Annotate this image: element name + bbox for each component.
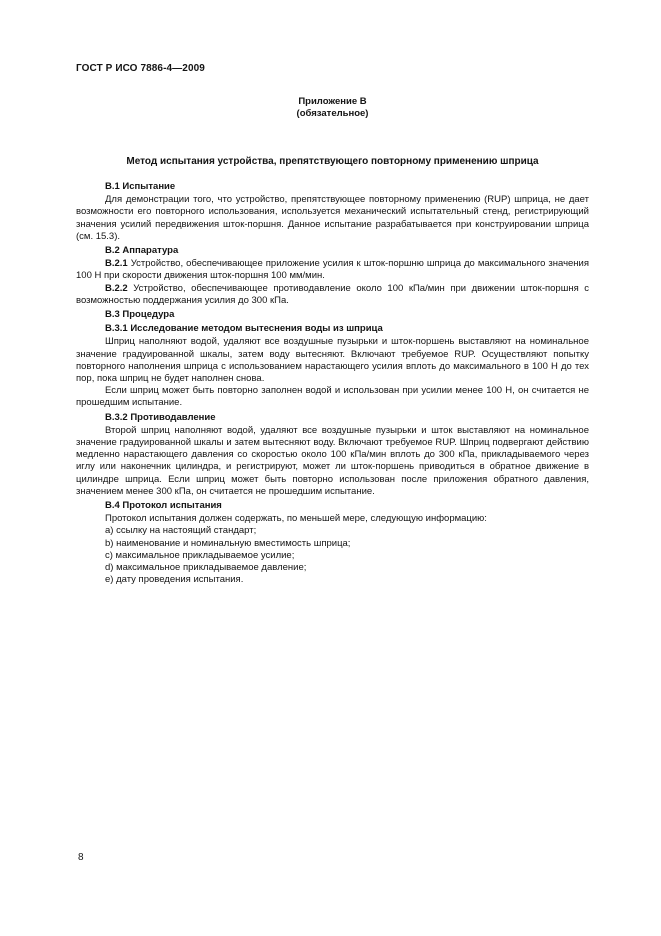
list-item-d: d) максимальное прикладываемое давление; xyxy=(105,562,307,574)
clause-text-b2-2: Устройство, обеспечивающее противодавление около 100 кПа/мин при движении шток-поршня с возможностью поддержания усилия до 300 кПа. xyxy=(76,282,590,306)
clause-number-b2-1: В.2.1 xyxy=(105,258,128,270)
section-heading-b3-2: В.3.2 Противодавление xyxy=(105,411,216,423)
section-heading-b4: В.4 Протокол испытания xyxy=(105,500,222,512)
paragraph-b31-1: Шприц наполняют водой, удаляют все воздушные пузырьки и шток-поршень выставляют на номинальное значение градуированной шкалы, затем воду вытесняют. Включают требуемое RUP. Осуществляют попытку повторного наполнения шприца с использованием нарастающего усилия вплоть до максимального в 100 Н до тех пор, пока шприц не будет наполнен снова. xyxy=(76,336,589,385)
clause-number-b2-2: В.2.2 xyxy=(105,282,128,294)
paragraph-b31-2: Если шприц может быть повторно заполнен водой и использован при усилии менее 100 Н, он считается не прошедшим испытание. xyxy=(76,385,589,409)
clause-b2-2 xyxy=(76,283,589,307)
page-number: 8 xyxy=(78,852,84,863)
doc-number: ГОСТ Р ИСО 7886-4—2009 xyxy=(76,63,205,74)
report-items-list xyxy=(76,525,589,586)
document-title: Метод испытания устройства, препятствующего повторному применению шприца xyxy=(126,156,539,167)
section-heading-b2: В.2 Аппаратура xyxy=(105,245,179,257)
list-item-c: c) максимальное прикладываемое усилие; xyxy=(105,549,295,561)
paragraph-b4-intro: Протокол испытания должен содержать, по меньшей мере, следующую информацию: xyxy=(105,513,487,525)
paragraph-b1-1: Для демонстрации того, что устройство, препятствующее повторному применению (RUP) шприца, не дает возможности его повторного использования, используется механический испытательный стенд, регистрирующий значения усилий передвижения шток-поршня. Данное испытание разрабатывается при конструировании шприца (см. 15.3). xyxy=(76,194,589,242)
paragraph-b32-1: Второй шприц наполняют водой, удаляют все воздушные пузырьки и шток выставляют на номинальное значение градуированной шкалы и затем вытесняют воду. Включают требуемое RUP. Шприц подвергают действию медленно нарастающего давления со скоростью около 100 кПа/мин вплоть до 300 кПа, прикладываемого через иглу или наконечник цилиндра, и регистрируют, может ли шток-поршень приводиться в обратное движение в цилиндре шприца. Если шприц может быть повторно использован после приложения обратного давления, значением менее 300 кПа, он считается не прошедшим испытание. xyxy=(76,424,589,497)
section-heading-b3-1: В.3.1 Исследование методом вытеснения воды из шприца xyxy=(105,323,383,335)
annex-heading xyxy=(76,96,589,120)
list-item-a: a) ссылку на настоящий стандарт; xyxy=(105,525,257,537)
annex-label: Приложение В xyxy=(298,96,367,107)
clause-text-b2-1: Устройство, обеспечивающее приложение усилия к шток-поршню шприца до максимального значения 100 Н при скорости движения шток-поршня 100 мм/мин. xyxy=(76,258,590,282)
list-item-b: b) наименование и номинальную вместимость шприца; xyxy=(105,537,351,549)
section-heading-b3: В.3 Процедура xyxy=(105,309,175,321)
document-body xyxy=(76,181,589,587)
section-heading-b1: В.1 Испытание xyxy=(105,181,176,192)
list-item-e: e) дату проведения испытания. xyxy=(105,574,244,586)
clause-b2-1 xyxy=(76,258,589,282)
annex-type: (обязательное) xyxy=(296,108,369,119)
